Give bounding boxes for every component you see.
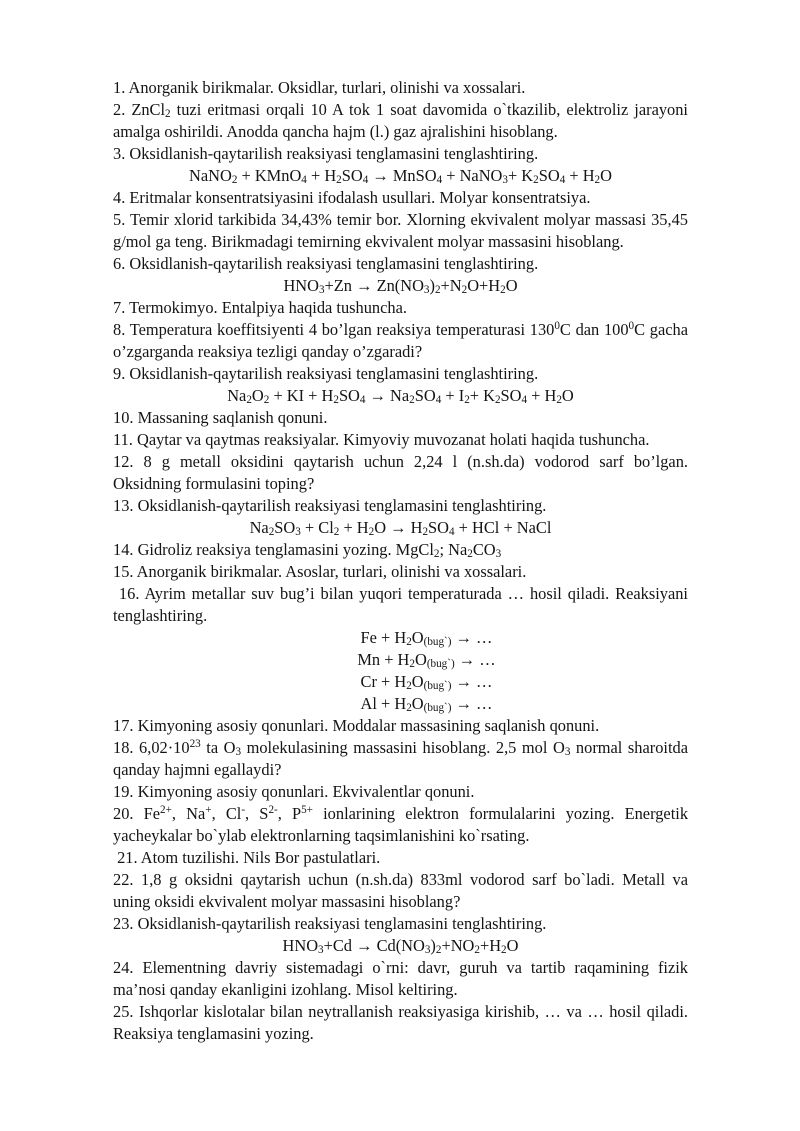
question-line: 9. Oksidlanish-qaytarilish reaksiyasi tenglamasini tenglashtiring. (113, 364, 539, 383)
question-line: 15. Anorganik birikmalar. Asoslar, turlari, olinishi va xossalari. (113, 562, 527, 581)
question-line: 3. Oksidlanish-qaytarilish reaksiyasi tenglamasini tenglashtiring. (113, 144, 539, 163)
equation-line: $HNO_3+Zn \to Zn(NO_3)_2+N_2O+H_2O$ (283, 276, 518, 297)
question-line: 1. Anorganik birikmalar. Oksidlar, turlari, olinishi va xossalari. (113, 78, 526, 97)
question-line: 12. 8 g metall oksidini qaytarish uchun 2,24 l (n.sh.da) vodorod sarf bo’lgan. Oksidning formulasini toping? (113, 452, 688, 493)
question-line: 6. Oksidlanish-qaytarilish reaksiyasi tenglamasini tenglashtiring. (113, 254, 539, 273)
question-line: 19. Kimyoning asosiy qonunlari. Ekvivalentlar qonuni. (113, 782, 475, 801)
question-line: 16. Ayrim metallar suv bug’i bilan yuqori temperaturada … hosil qiladi. Reaksiyani tenglashtiring. (113, 584, 688, 625)
equation-line: $Mn + H_2O_{(bug`)}$ → … (357, 650, 496, 671)
question-line: 25. Ishqorlar kislotalar bilan neytrallanish reaksiyasiga kirishib, … va … hosil qiladi. Reaksiya tenglamasini yozing. (113, 1002, 688, 1043)
equation-line: $Fe + H_2O_{(bug`)}$ → … (360, 628, 493, 649)
question-line: 21. Atom tuzilishi. Nils Bor pastulatlari. (113, 848, 381, 867)
question-line: 18. $6,02\cdot 10^{23}$ ta $O_3$ molekulasining massasini hisoblang. 2,5 mol $O_3$ normal sharoitda qanday hajmni egallaydi? (113, 737, 688, 779)
equation-line: $Cr + H_2O_{(bug`)}$ → … (360, 672, 493, 693)
question-line: 20. $Fe^{2+}$, Na+, Cl-, $S^{2-}$, $P^{5+}$ ionlarining elektron formulalarini yozing. Energetik yacheykalar bo`ylab elektronlarning taqsimlanishini ko`rsating. (113, 803, 689, 845)
question-line: 17. Kimyoning asosiy qonunlari. Moddalar massasining saqlanish qonuni. (113, 716, 600, 735)
equation-line: NaNO$_2$ + KMnO$_4$ + $H_2SO_4$ → MnSO$_4$ + NaNO$_3$+ $K_2SO_4 + H_2O$ (189, 166, 612, 187)
question-line: 14. Gidroliz reaksiya tenglamasini yozing. MgCl$_2$; $Na_2CO_3$ (113, 540, 502, 561)
equation-line: $Na_2SO_3 + Cl_2 + H_2O \to H_2SO_4$ + HCl + NaCl (249, 518, 552, 539)
question-line: 22. 1,8 g oksidni qaytarish uchun (n.sh.da) 833ml vodorod sarf bo`ladi. Metall va uning oksidi ekvivalent molyar massasini hisoblang? (113, 870, 688, 911)
equation-line: $Al + H_2O_{(bug`)}$ → … (360, 694, 493, 715)
question-line: 4. Eritmalar konsentratsiyasini ifodalash usullari. Molyar konsentratsiya. (113, 188, 591, 207)
question-line: 8. Temperatura koeffitsiyenti 4 bo’lgan reaksiya temperaturasi $130^0C$ dan $100^0C$ gacha o’zgarganda reaksiya tezligi qanday o’zgaradi? (113, 319, 688, 361)
equation-line: $Na_2O_2$ + KI + $H_2SO_4 \to Na_2SO_4 + I_2+ K_2SO_4 + H_2O$ (227, 386, 574, 407)
question-line: 11. Qaytar va qaytmas reaksiyalar. Kimyoviy muvozanat holati haqida tushuncha. (113, 430, 650, 449)
question-line: 5. Temir xlorid tarkibida 34,43% temir bor. Xlorning ekvivalent molyar massasi 35,45 g/mol ga teng. Birikmadagi temirning ekvivalent molyar massasini hisoblang. (113, 210, 688, 251)
question-line: 13. Oksidlanish-qaytarilish reaksiyasi tenglamasini tenglashtiring. (113, 496, 547, 515)
question-line: 23. Oksidlanish-qaytarilish reaksiyasi tenglamasini tenglashtiring. (113, 914, 547, 933)
question-line: 10. Massaning saqlanish qonuni. (113, 408, 328, 427)
question-line: 24. Elementning davriy sistemadagi o`rni: davr, guruh va tartib raqamining fizik ma’nosi qanday ekanligini izohlang. Misol keltiring. (113, 958, 688, 999)
question-line: 2. ZnCl$_2$ tuzi eritmasi orqali 10 A tok 1 soat davomida o`tkazilib, elektroliz jarayoni amalga oshirildi. Anodda qancha hajm (l.) gaz ajralishini hisoblang. (113, 100, 688, 141)
question-line: 7. Termokimyo. Entalpiya haqida tushuncha. (113, 298, 407, 317)
equation-line: $HNO_3+Cd \to Cd(NO_3)_2+NO_2+H_2O$ (282, 936, 519, 957)
